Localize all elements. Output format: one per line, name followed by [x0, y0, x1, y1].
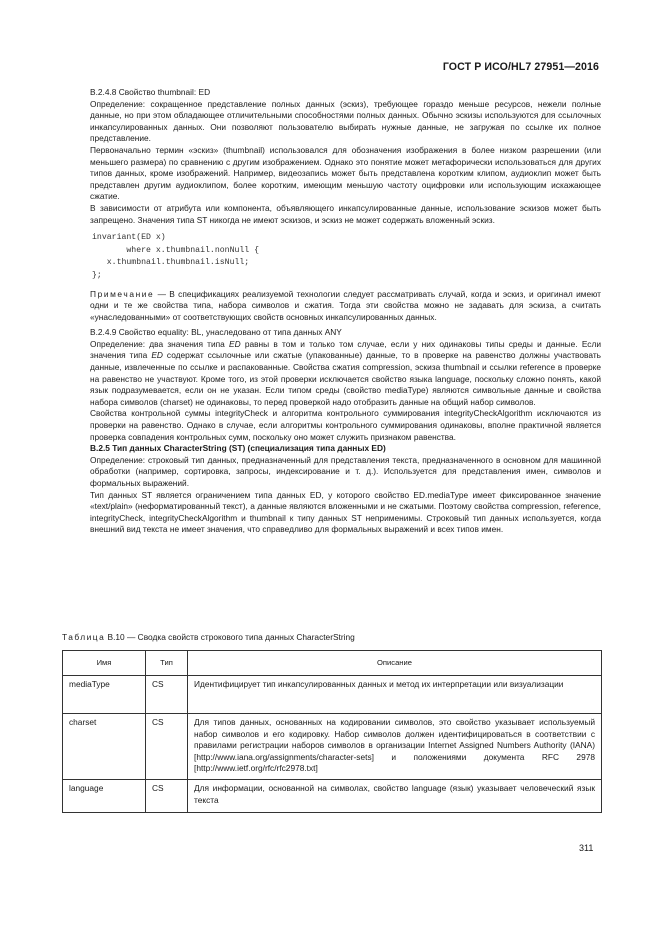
table-row	[63, 676, 602, 714]
table-row	[63, 714, 602, 780]
properties-table	[62, 650, 602, 813]
page-number: 311	[579, 843, 594, 853]
cell-description: Идентифицирует тип инкапсулированных данных и метод их интерпретации или визуализации	[188, 676, 602, 714]
cell-type: CS	[146, 714, 188, 780]
body-text	[90, 87, 601, 536]
column-header-name: Имя	[63, 651, 146, 676]
column-header-type: Тип	[146, 651, 188, 676]
cell-type: CS	[146, 676, 188, 714]
paragraph: Тип данных ST является ограничением типа данных ED, у которого свойство ED.mediaType имеет фиксированное значение «text/plain» (неформатированный текст), а данные являются вложенными и не сжатыми. Поэтому свойства compression, reference, integrityCheck, integrityCheckAlgorithm и thumbnail к типу данных ST неприменимы. Строковый тип данных используется, когда внешний вид текста не имеет значения, что справедливо для формальных выражений и всех типов имен.	[90, 489, 601, 535]
paragraph: Первоначально термин «эскиз» (thumbnail) использовался для обозначения изображения в более низком разрешении (или меньшего размера) по сравнению с другим изображением. Однако это понятие может метафорически использоваться для других типов данных, кроме изображений. Например, видеозапись может быть представлена коротким клипом, аудиоклип может быть представлен другим аудиоклипом, более коротким, имеющим меньшую частоту оцифровки или использующим искажающее сжатие.	[90, 144, 601, 202]
table-caption-text: В.10 — Сводка свойств строкового типа данных CharacterString	[105, 632, 355, 642]
section-heading-characterstring: В.2.5 Тип данных CharacterString (ST) (специализация типа данных ED)	[90, 443, 386, 454]
cell-name: mediaType	[63, 676, 146, 714]
column-header-description: Описание	[188, 651, 602, 676]
paragraph: Определение: два значения типа ED равны в том и только том случае, если у них одинаковы типы среды и данные. Если значения типа ED содержат ссылочные или сжатые (упакованные) данные, то в проверке на равенство должны участвовать данные, извлеченные по ссылке и распакованные. Свойства сжатия compression, эскиза thumbnail и ссылки reference в проверке на равенство не участвуют. Кроме того, из этой проверки исключается свойство языка language, поскольку сложно понять, какой язык подразумевается, если он не указан. Если типом среды (свойство mediaType) являются символьные данные и свойства набора символов (charset) не одинаковы, то перед проверкой надо отобразить данные на общий набор символов.	[90, 338, 602, 407]
table-row	[63, 779, 602, 812]
cell-name: charset	[63, 714, 146, 780]
note-label: Примечание	[90, 288, 155, 299]
paragraph: Определение: сокращенное представление полных данных (эскиз), требующее гораздо меньше ресурсов, нежели полные данные, но при этом обладающее отличительными способностями полных данных. Обычно эскизы используются для ссылочных инкапсулированных данных. Они позволяют пользователю выбирать нужные данные, не загружая по ссылке их полное представление.	[90, 98, 601, 144]
cell-name: language	[63, 779, 146, 812]
code-line: x.thumbnail.thumbnail.isNull;	[92, 258, 250, 268]
paragraph: В зависимости от атрибута или компонента, объявляющего инкапсулированные данные, использование эскизов может быть запрещено. Значения типа ST никогда не имеют эскизов, и эскиз не может содержать вложенный эскиз.	[90, 202, 601, 225]
code-line: invariant(ED x)	[92, 233, 166, 243]
paragraph: Определение: строковый тип данных, предназначенный для представления текста, предназначенного в основном для машинной обработки (например, сортировка, запросы, индексирование и т. д.). Используется для представления имен, символов и формальных выражений.	[90, 454, 601, 488]
section-heading-equality: В.2.4.9 Свойство equality: BL, унаследовано от типа данных ANY	[90, 327, 342, 338]
table-caption-label: Таблица	[62, 632, 106, 642]
table-caption	[62, 632, 355, 642]
table-header-row	[63, 651, 602, 676]
standard-number: ГОСТ Р ИСО/HL7 27951—2016	[442, 61, 599, 73]
note	[90, 289, 601, 324]
section-heading-thumbnail: В.2.4.8 Свойство thumbnail: ED	[90, 87, 211, 97]
cell-description: Для информации, основанной на символах, свойство language (язык) указывает человеческий язык текста	[188, 779, 602, 812]
note-text: — В спецификациях реализуемой технологии следует рассматривать случай, когда и эскиз, и оригинал имеют одни и те же свойства типа, набора символов и сжатия. Тогда эти свойства можно не задавать для эскиза, а считать «унаследованными» от соответствующих свойств основных инкапсулированных данных.	[90, 288, 601, 322]
paragraph: Свойства контрольной суммы integrityCheck и алгоритма контрольного суммирования integrityCheckAlgorithm исключаются из проверки на равенство. Однако в случае, если алгоритмы контрольного суммирования одинаковы, вполне практичной является проверка совпадения контрольных сумм, поскольку оно может служить признаком равенства.	[90, 408, 601, 442]
cell-type: CS	[146, 779, 188, 812]
cell-description: Для типов данных, основанных на кодировании символов, это свойство указывает используемый набор символов и его кодировку. Набор символов должен идентифицироваться в соответствии с правилами регистрации наборов символов в организации Internet Assigned Numbers Authority (IANA) [http://www.iana.org/assignments/character-sets] и положениями документа RFC 2978 [http://www.ietf.org/rfc/rfc2978.txt]	[188, 714, 602, 780]
code-line: where x.thumbnail.nonNull {	[92, 245, 260, 255]
code-block	[92, 232, 601, 282]
code-line: };	[92, 270, 102, 280]
